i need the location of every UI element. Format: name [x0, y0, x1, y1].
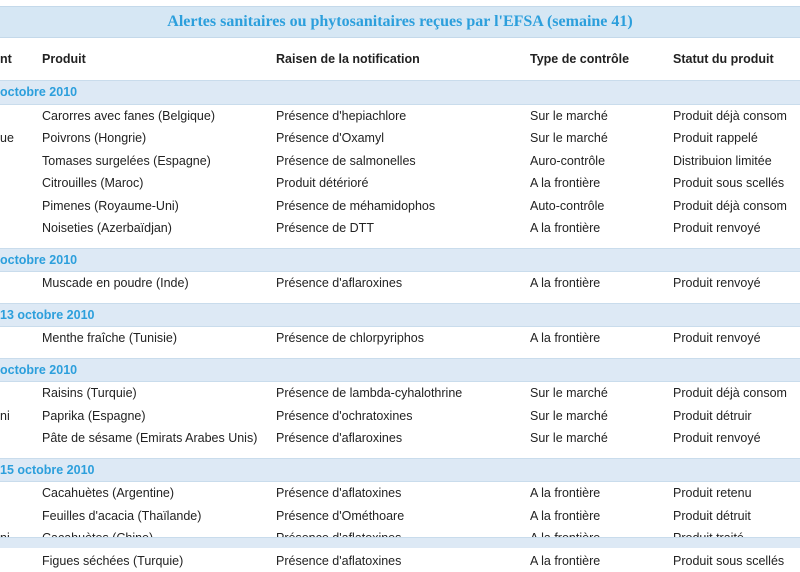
- reason-cell: Présence de méhamidophos: [276, 195, 530, 218]
- status-cell: Produit rappelé: [673, 127, 800, 150]
- spacer-row: [0, 72, 800, 81]
- product-cell: Menthe fraîche (Tunisie): [42, 327, 276, 350]
- country-cell: [0, 382, 42, 405]
- status-cell: Produit déjà consom: [673, 382, 800, 405]
- product-cell: Feuilles d'acacia (Thaïlande): [42, 505, 276, 528]
- control-type-cell: Auto-contrôle: [530, 195, 673, 218]
- table-row: [0, 427, 800, 450]
- spacer-row: [0, 350, 800, 359]
- table-row: [0, 127, 800, 150]
- product-cell: Pimenes (Royaume-Uni): [42, 195, 276, 218]
- control-type-cell: Sur le marché: [530, 427, 673, 450]
- table-row: [0, 217, 800, 240]
- date-group-row: [0, 458, 800, 482]
- spacer-row: [0, 240, 800, 249]
- date-group-label: 13 octobre 2010: [0, 303, 800, 327]
- table-row: [0, 172, 800, 195]
- reason-cell: Présence d'aflatoxines: [276, 482, 530, 505]
- country-cell: [0, 150, 42, 173]
- country-cell: [0, 195, 42, 218]
- country-cell: [0, 104, 42, 127]
- country-cell: [0, 550, 42, 572]
- date-group-row: [0, 358, 800, 382]
- control-type-cell: Sur le marché: [530, 104, 673, 127]
- control-type-cell: Sur le marché: [530, 382, 673, 405]
- date-group-label: octobre 2010: [0, 248, 800, 272]
- alerts-table: [0, 46, 800, 572]
- table-row: [0, 405, 800, 428]
- control-type-cell: A la frontière: [530, 482, 673, 505]
- product-cell: Muscade en poudre (Inde): [42, 272, 276, 295]
- country-cell: ue: [0, 127, 42, 150]
- date-group-label: octobre 2010: [0, 358, 800, 382]
- table-body: [0, 72, 800, 572]
- table-row: [0, 195, 800, 218]
- table-title: Alertes sanitaires ou phytosanitaires reçues par l'EFSA (semaine 41): [167, 13, 632, 31]
- table-row: [0, 482, 800, 505]
- country-cell: [0, 327, 42, 350]
- country-cell: ni: [0, 405, 42, 428]
- spacer-row: [0, 450, 800, 459]
- header-row: [0, 46, 800, 72]
- status-cell: Produit renvoyé: [673, 217, 800, 240]
- reason-cell: Produit détérioré: [276, 172, 530, 195]
- control-type-cell: Sur le marché: [530, 405, 673, 428]
- control-type-cell: A la frontière: [530, 217, 673, 240]
- reason-cell: Présence de salmonelles: [276, 150, 530, 173]
- country-cell: [0, 272, 42, 295]
- reason-cell: Présence d'hepiachlore: [276, 104, 530, 127]
- product-cell: Tomases surgelées (Espagne): [42, 150, 276, 173]
- status-cell: Produit détruit: [673, 505, 800, 528]
- reason-cell: Présence de DTT: [276, 217, 530, 240]
- status-cell: Produit renvoyé: [673, 327, 800, 350]
- table-row: [0, 150, 800, 173]
- status-cell: Produit déjà consom: [673, 104, 800, 127]
- product-cell: Pâte de sésame (Emirats Arabes Unis): [42, 427, 276, 450]
- status-cell: Produit détruir: [673, 405, 800, 428]
- product-cell: Poivrons (Hongrie): [42, 127, 276, 150]
- table-bottom-bar: [0, 537, 800, 548]
- status-cell: Produit sous scellés: [673, 172, 800, 195]
- table-row: [0, 104, 800, 127]
- country-cell: [0, 482, 42, 505]
- date-group-row: [0, 303, 800, 327]
- header-cell: Type de contrôle: [530, 46, 673, 72]
- control-type-cell: A la frontière: [530, 550, 673, 572]
- product-cell: Citrouilles (Maroc): [42, 172, 276, 195]
- control-type-cell: Sur le marché: [530, 127, 673, 150]
- table-row: [0, 327, 800, 350]
- product-cell: Paprika (Espagne): [42, 405, 276, 428]
- product-cell: Cacahuètes (Argentine): [42, 482, 276, 505]
- header-cell: Raisen de la notification: [276, 46, 530, 72]
- table-row: [0, 382, 800, 405]
- table-title-bar: [0, 6, 800, 38]
- reason-cell: Présence d'Oxamyl: [276, 127, 530, 150]
- product-cell: Noiseties (Azerbaïdjan): [42, 217, 276, 240]
- spacer-row: [0, 295, 800, 304]
- date-group-row: [0, 81, 800, 105]
- control-type-cell: A la frontière: [530, 327, 673, 350]
- reason-cell: Présence d'Ométhoare: [276, 505, 530, 528]
- reason-cell: Présence de lambda-cyhalothrine: [276, 382, 530, 405]
- product-cell: Carorres avec fanes (Belgique): [42, 104, 276, 127]
- status-cell: Produit déjà consom: [673, 195, 800, 218]
- table-row: [0, 505, 800, 528]
- status-cell: Produit renvoyé: [673, 272, 800, 295]
- reason-cell: Présence de chlorpyriphos: [276, 327, 530, 350]
- country-cell: [0, 217, 42, 240]
- control-type-cell: A la frontière: [530, 272, 673, 295]
- header-cell: nt: [0, 46, 42, 72]
- reason-cell: Présence d'ochratoxines: [276, 405, 530, 428]
- country-cell: [0, 172, 42, 195]
- date-group-label: 15 octobre 2010: [0, 458, 800, 482]
- table-row: [0, 550, 800, 572]
- table-row: [0, 272, 800, 295]
- status-cell: Produit retenu: [673, 482, 800, 505]
- status-cell: Produit sous scellés: [673, 550, 800, 572]
- reason-cell: Présence d'aflaroxines: [276, 427, 530, 450]
- country-cell: [0, 505, 42, 528]
- product-cell: Figues séchées (Turquie): [42, 550, 276, 572]
- date-group-row: [0, 248, 800, 272]
- reason-cell: Présence d'aflaroxines: [276, 272, 530, 295]
- header-cell: Produit: [42, 46, 276, 72]
- control-type-cell: A la frontière: [530, 172, 673, 195]
- date-group-label: octobre 2010: [0, 81, 800, 105]
- control-type-cell: Auro-contrôle: [530, 150, 673, 173]
- header-cell: Statut du produit: [673, 46, 800, 72]
- status-cell: Distribuion limitée: [673, 150, 800, 173]
- status-cell: Produit renvoyé: [673, 427, 800, 450]
- control-type-cell: A la frontière: [530, 505, 673, 528]
- reason-cell: Présence d'aflatoxines: [276, 550, 530, 572]
- product-cell: Raisins (Turquie): [42, 382, 276, 405]
- country-cell: [0, 427, 42, 450]
